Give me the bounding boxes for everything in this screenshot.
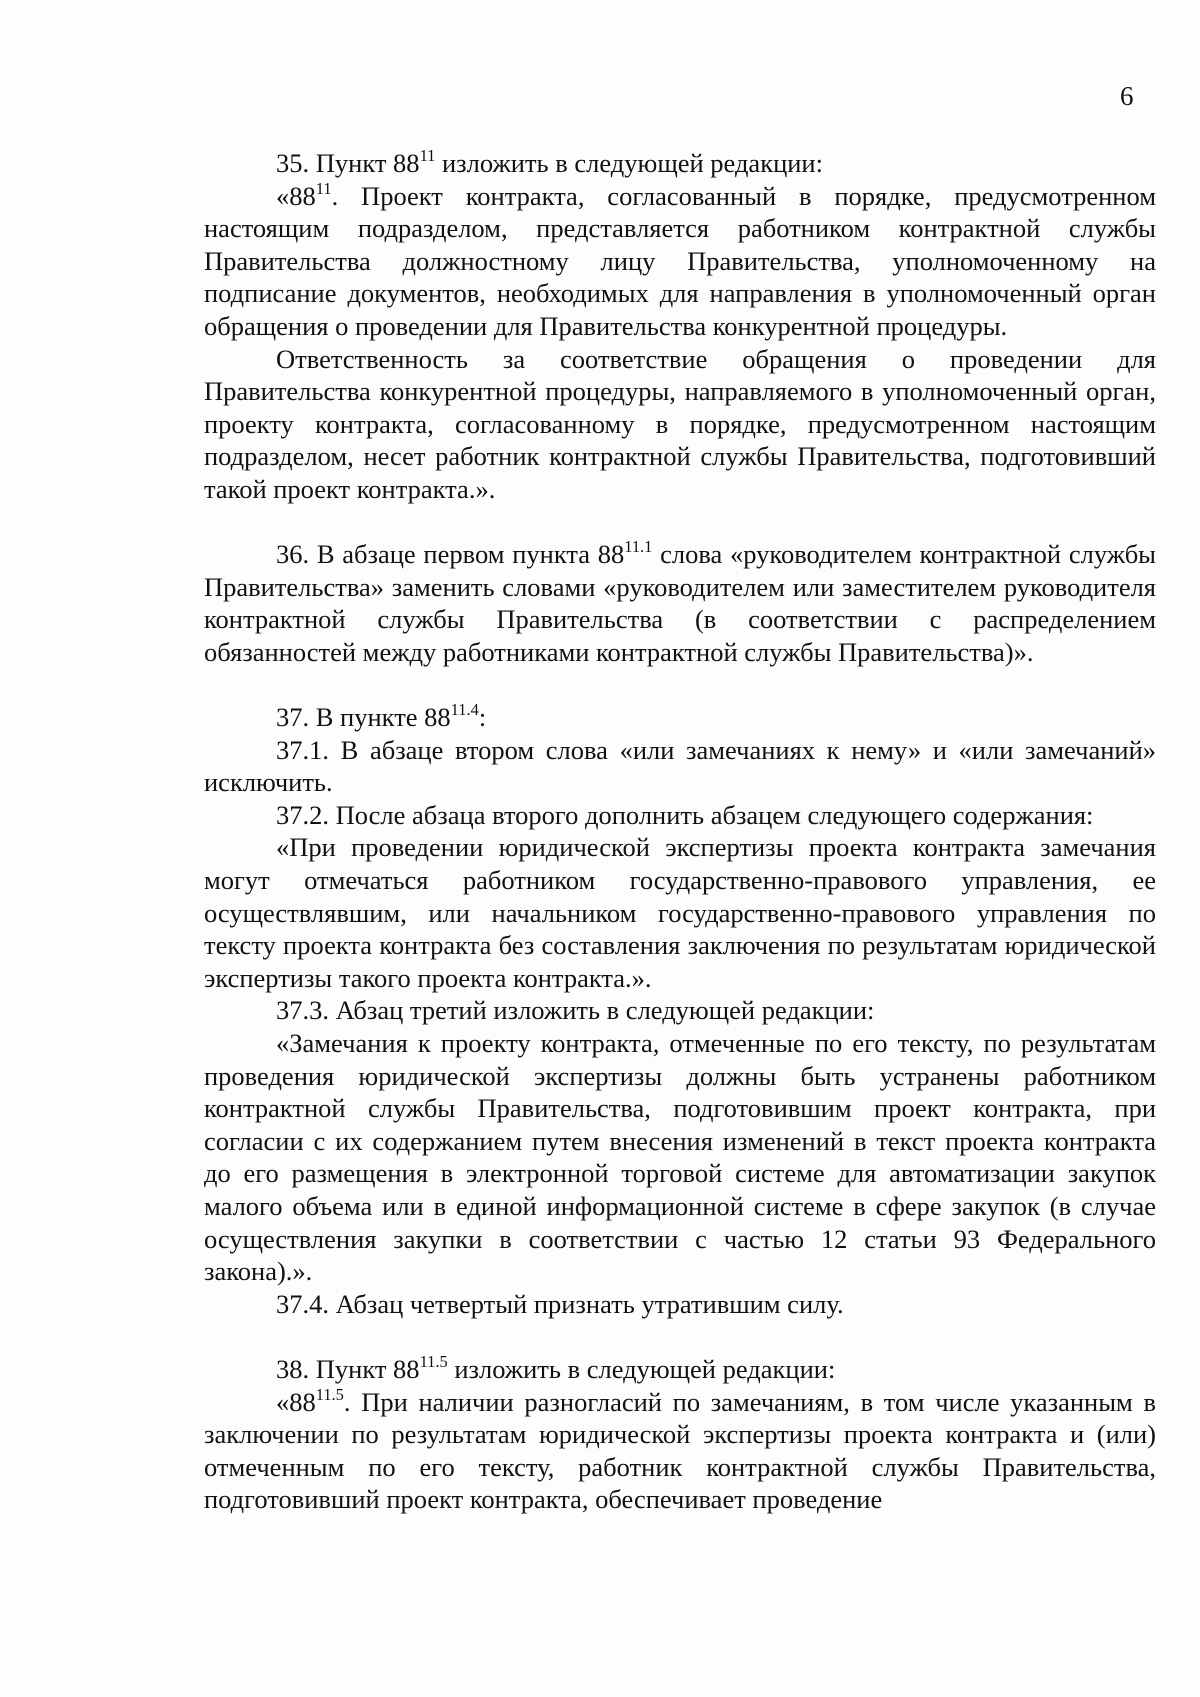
item-35-intro-text-end: изложить в следующей редакции: — [435, 148, 823, 178]
item-36 — [204, 538, 1156, 668]
item-35-intro-superscript: 11 — [419, 146, 436, 166]
item-38-quote-text: . При наличии разногласий по замечаниям, в том числе указанным в заключении по результатам юридической экспертизы проекта контракта и (или) отмеченным по его тексту, работник контрактной службы Правительства, подготовивший проект контракта, обеспечивает проведение — [204, 1386, 1156, 1515]
item-38-intro-superscript: 11.5 — [419, 1352, 448, 1372]
item-37-3: 37.3. Абзац третий изложить в следующей редакции: — [276, 995, 875, 1026]
item-37-intro — [204, 701, 1156, 734]
item-35-intro-text: 35. Пункт 88 — [276, 148, 420, 178]
item-38-intro — [204, 1353, 1156, 1386]
item-38-quote — [204, 1386, 1156, 1516]
item-37-2-quote: «При проведении юридической экспертизы проекта контракта замечания могут отмечаться работником государственно-правового управления, ее осуществлявшим, или начальником государственно-правового управления по тексту проекта контракта без составления заключения по результатам юридической экспертизы такого проекта контракта.». — [204, 832, 1156, 993]
page-number: 6 — [1120, 81, 1134, 111]
item-36-superscript: 11.1 — [624, 537, 653, 557]
item-35-paragraph-2: Ответственность за соответствие обращения о проведении для Правительства конкурентной процедуры, направляемого в уполномоченный орган, проекту контракта, согласованному в порядке, предусмотренном настоящим подразделом, несет работник контрактной службы Правительства, подготовивший такой проект контракта.». — [204, 343, 1156, 504]
item-35-quote — [204, 180, 1156, 343]
item-35-intro — [204, 147, 1156, 180]
item-37-2: 37.2. После абзаца второго дополнить абзацем следующего содержания: — [276, 799, 1094, 830]
item-38-intro-text: 38. Пункт 88 — [276, 1353, 420, 1384]
item-35-quote-start: «88 — [276, 180, 316, 211]
item-37-intro-text: 37. В пункте 88 — [276, 702, 451, 733]
item-36-text-end: слова «руководителем контрактной службы Правительства» заменить словами «руководителем или заместителем руководителя контрактной службы Правительства (в соответствии с распределением обязанностей между работниками контрактной службы Правительства)». — [204, 539, 1156, 667]
item-38-intro-text-end: изложить в следующей редакции: — [447, 1353, 836, 1384]
item-38-quote-start: «88 — [276, 1386, 316, 1417]
item-37-1: 37.1. В абзаце втором слова «или замечаниях к нему» и «или замечаний» исключить. — [204, 734, 1156, 798]
document-body — [204, 147, 1156, 1516]
item-36-text: 36. В абзаце первом пункта 88 — [276, 539, 625, 570]
item-37-intro-text-end: : — [478, 702, 487, 733]
item-37-4: 37.4. Абзац четвертый признать утратившим силу. — [276, 1288, 844, 1319]
item-37-3-quote: «Замечания к проекту контракта, отмеченные по его тексту, по результатам проведения юридической экспертизы должны быть устранены работником контрактной службы Правительства, подготовившим проект контракта, при согласии с их содержанием путем внесения изменений в текст проекта контракта до его размещения в электронной торговой системе для автоматизации закупок малого объема или в единой информационной системе в сфере закупок (в случае осуществления закупки в соответствии с частью 12 статьи 93 Федерального закона).». — [204, 1028, 1156, 1287]
item-35-quote-superscript: 11 — [315, 178, 332, 198]
item-38-quote-superscript: 11.5 — [315, 1384, 344, 1404]
item-37-intro-superscript: 11.4 — [450, 700, 479, 720]
item-35-quote-text: . Проект контракта, согласованный в порядке, предусмотренном настоящим подразделом, представляется работником контрактной службы Правительства должностному лицу Правительства, уполномоченному на подписание документов, необходимых для направления в уполномоченный орган обращения о проведении для Правительства конкурентной процедуры. — [204, 180, 1156, 341]
